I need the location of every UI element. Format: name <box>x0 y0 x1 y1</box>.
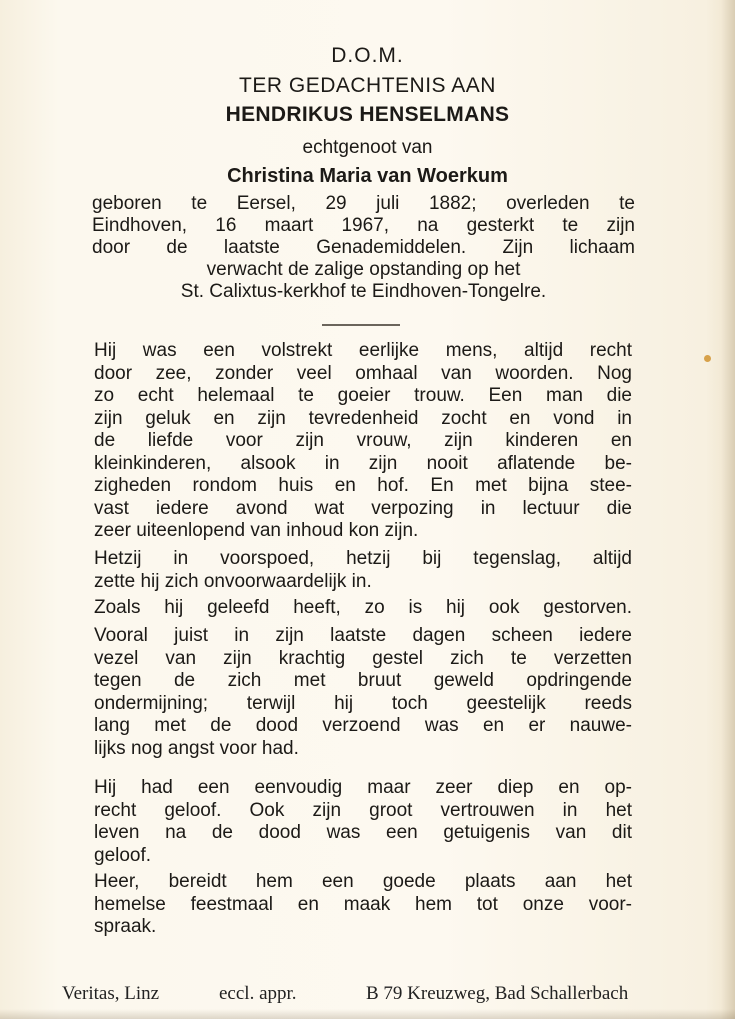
text-line: zette hij zich onvoorwaardelijk in. <box>94 570 372 592</box>
bio-line: St. Calixtus-kerkhof te Eindhoven-Tongelre. <box>180 281 547 302</box>
bio-line: verwacht de zalige opstanding op het <box>206 259 521 280</box>
text-line: Heer, bereidt hem een goede plaats aan het <box>94 871 632 892</box>
paragraph-faith <box>94 777 632 867</box>
memorial-intro: TER GEDACHTENIS AAN <box>239 74 496 97</box>
text-line: door zee, zonder veel omhaal van woorden. Nog <box>94 362 632 384</box>
text-line: spraak. <box>94 916 157 937</box>
text-line: zeer uiteenlopend van inhoud kon zijn. <box>94 520 419 541</box>
paragraph-last-days <box>94 625 632 760</box>
text-line: kleinkinderen, alsook in zijn nooit aflatende be- <box>94 452 632 474</box>
print-reference: B 79 Kreuzweg, Bad Schallerbach <box>366 983 629 1004</box>
text-line: Zoals hij geleefd heeft, zo is hij ook gestorven. <box>94 597 632 618</box>
text-line: lijks nog angst voor had. <box>94 737 299 759</box>
bio-line: Eindhoven, 16 maart 1967, na gesterkt te zijn <box>92 215 635 236</box>
bio-line: door de laatste Genademiddelen. Zijn lichaam <box>92 237 635 258</box>
text-line: de liefde voor zijn vrouw, zijn kinderen en <box>94 430 632 451</box>
text-line: recht geloof. Ook zijn groot vertrouwen in het <box>94 799 632 821</box>
text-line: vezel van zijn krachtig gestel zich te verzetten <box>94 647 632 669</box>
paragraph-commitment <box>94 548 632 593</box>
divider-rule <box>322 324 400 326</box>
text-line: hemelse feestmaal en maak hem tot onze voor- <box>94 893 632 915</box>
text-line: leven na de dood was een getuigenis van dit <box>94 822 632 843</box>
stain-mark <box>704 355 711 362</box>
text-line: Vooral juist in zijn laatste dagen scheen iedere <box>94 625 632 646</box>
text-line: vast iedere avond wat verpozing in lectuur die <box>94 497 632 519</box>
text-line: zijn geluk en zijn tevredenheid zocht en vond in <box>94 407 632 429</box>
spouse-label: echtgenoot van <box>302 137 433 158</box>
text-line: zo echt helemaal te goeier trouw. Een man die <box>94 385 632 406</box>
ecclesiastical-approval: eccl. appr. <box>219 983 297 1004</box>
paragraph-prayer <box>94 871 632 939</box>
printer-credit: Veritas, Linz <box>62 983 160 1004</box>
card-bottom-shadow <box>0 1009 735 1019</box>
text-line: geloof. <box>94 844 152 866</box>
paragraph-character <box>94 340 632 543</box>
text-line: Hij had een eenvoudig maar zeer diep en op- <box>94 777 632 798</box>
deceased-name: HENDRIKUS HENSELMANS <box>225 103 510 126</box>
text-line: lang met de dood verzoend was en er nauwe- <box>94 715 632 736</box>
text-line: Hij was een volstrekt eerlijke mens, altijd recht <box>94 340 632 361</box>
text-line: zigheden rondom huis en hof. En met bijna stee- <box>94 475 632 496</box>
dom-heading: D.O.M. <box>331 44 404 67</box>
biography-block <box>92 193 635 303</box>
spouse-name: Christina Maria van Woerkum <box>227 165 508 187</box>
text-line: ondermijning; terwijl hij toch geestelijk reeds <box>94 692 632 714</box>
bio-line: geboren te Eersel, 29 juli 1882; overleden te <box>92 193 635 214</box>
text-line: tegen de zich met bruut geweld opdringende <box>94 670 632 691</box>
paragraph-death <box>94 597 632 620</box>
text-line: Hetzij in voorspoed, hetzij bij tegenslag, altijd <box>94 548 632 569</box>
